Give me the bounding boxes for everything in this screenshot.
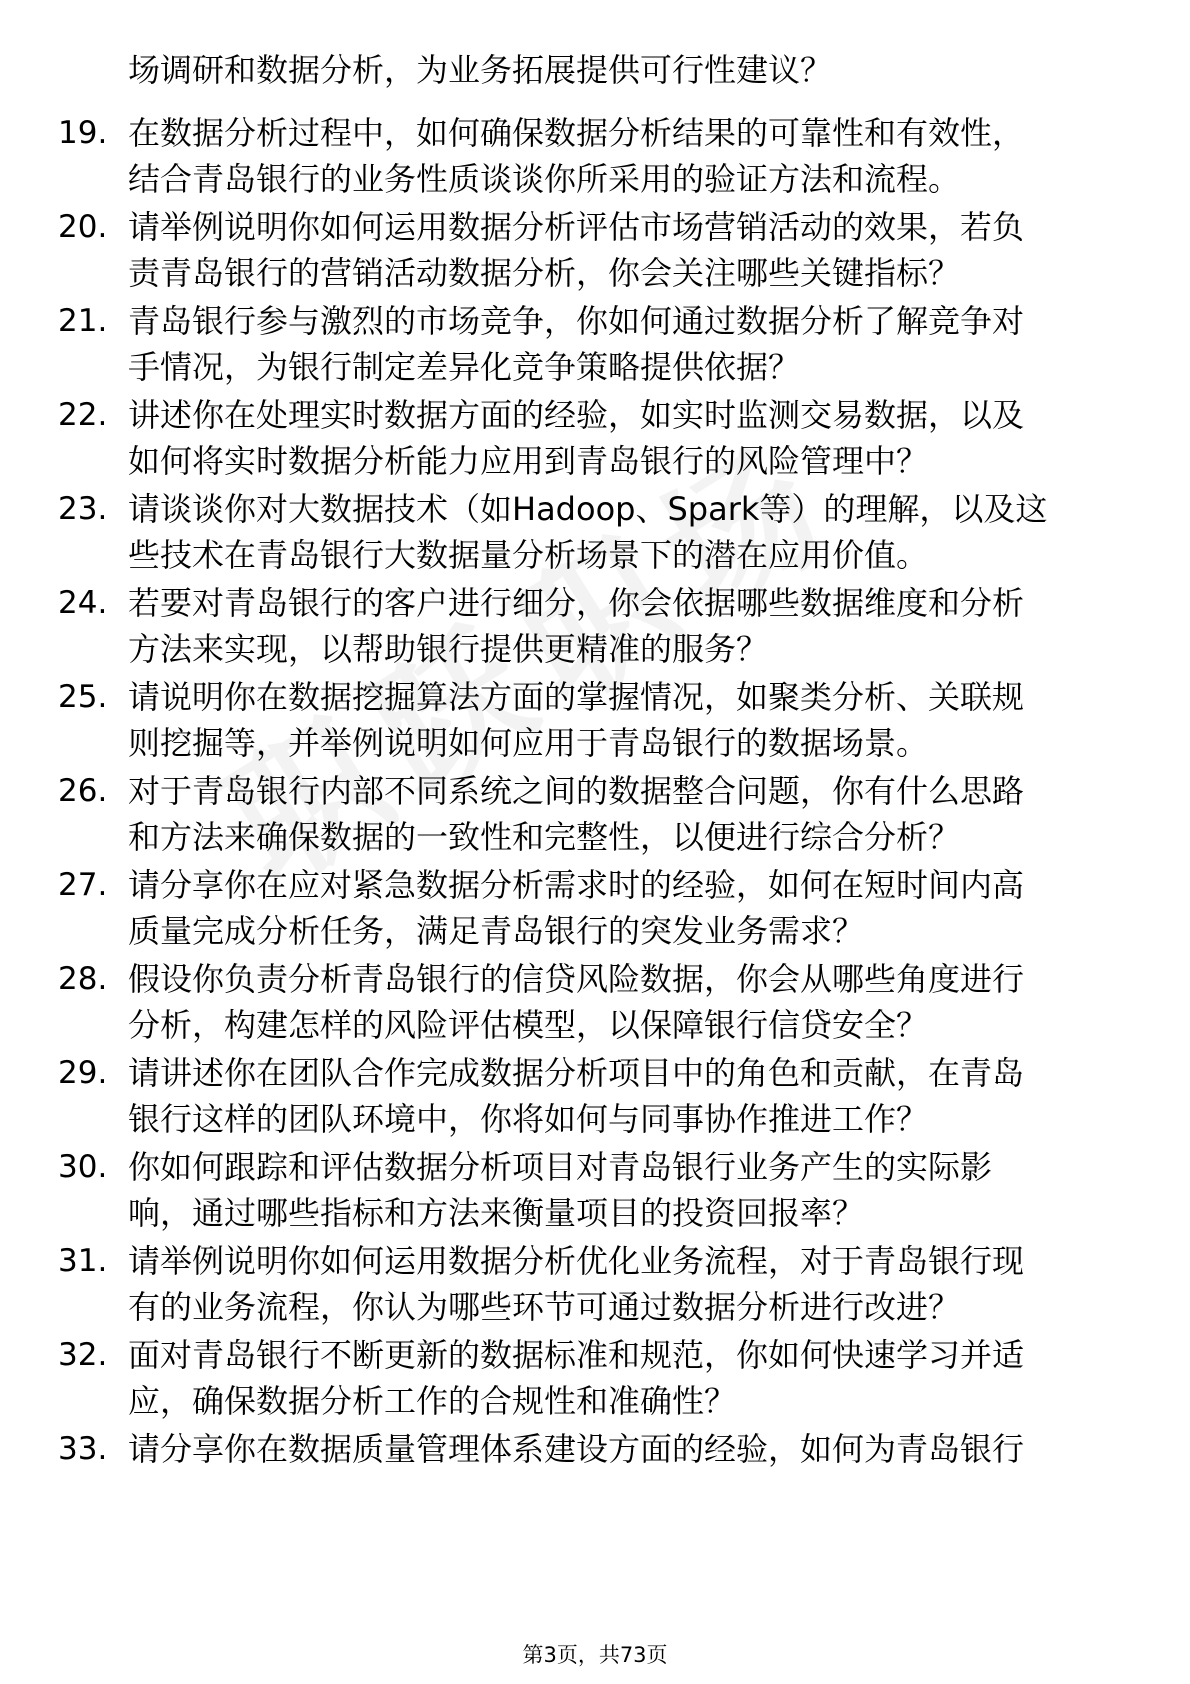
question-number: 21. — [58, 303, 108, 339]
question-line: 质量完成分析任务，满足青岛银行的突发业务需求？ — [128, 912, 865, 950]
question-line: 响，通过哪些指标和方法来衡量项目的投资回报率？ — [128, 1194, 865, 1232]
question-number: 32. — [58, 1337, 108, 1373]
question-number: 19. — [58, 115, 108, 151]
question-line: 些技术在青岛银行大数据量分析场景下的潜在应用价值。 — [128, 536, 929, 574]
question-number: 25. — [58, 679, 108, 715]
question-line: 若要对青岛银行的客户进行细分，你会依据哪些数据维度和分析 — [128, 584, 1025, 622]
question-line: 有的业务流程，你认为哪些环节可通过数据分析进行改进？ — [128, 1288, 961, 1326]
question-line: 请举例说明你如何运用数据分析评估市场营销活动的效果，若负 — [128, 208, 1025, 246]
question-line: 在数据分析过程中，如何确保数据分析结果的可靠性和有效性， — [128, 114, 1025, 152]
question-line: 你如何跟踪和评估数据分析项目对青岛银行业务产生的实际影 — [128, 1148, 993, 1186]
question-line: 请讲述你在团队合作完成数据分析项目中的角色和贡献，在青岛 — [128, 1054, 1025, 1092]
question-line: 结合青岛银行的业务性质谈谈你所采用的验证方法和流程。 — [128, 160, 961, 198]
question-number: 33. — [58, 1431, 108, 1467]
question-line: 方法来实现，以帮助银行提供更精准的服务？ — [128, 630, 769, 668]
question-number: 31. — [58, 1243, 108, 1279]
question-number: 29. — [58, 1055, 108, 1091]
question-line: 面对青岛银行不断更新的数据标准和规范，你如何快速学习并适 — [128, 1336, 1025, 1374]
question-line: 手情况，为银行制定差异化竞争策略提供依据？ — [128, 348, 801, 386]
question-line: 对于青岛银行内部不同系统之间的数据整合问题，你有什么思路 — [128, 772, 1025, 810]
question-line: 应，确保数据分析工作的合规性和准确性？ — [128, 1382, 737, 1420]
question-number: 22. — [58, 397, 108, 433]
question-line: 青岛银行参与激烈的市场竞争，你如何通过数据分析了解竞争对 — [128, 302, 1025, 340]
question-line: 请谈谈你对大数据技术（如Hadoop、Spark等）的理解，以及这 — [128, 490, 1048, 528]
question-line: 责青岛银行的营销活动数据分析，你会关注哪些关键指标？ — [128, 254, 961, 292]
question-number: 28. — [58, 961, 108, 997]
question-number: 24. — [58, 585, 108, 621]
question-line: 请分享你在数据质量管理体系建设方面的经验，如何为青岛银行 — [128, 1430, 1025, 1468]
question-line: 请举例说明你如何运用数据分析优化业务流程，对于青岛银行现 — [128, 1242, 1025, 1280]
question-line: 分析，构建怎样的风险评估模型，以保障银行信贷安全？ — [128, 1006, 929, 1044]
question-line: 假设你负责分析青岛银行的信贷风险数据，你会从哪些角度进行 — [128, 960, 1025, 998]
question-number: 27. — [58, 867, 108, 903]
question-line: 和方法来确保数据的一致性和完整性，以便进行综合分析？ — [128, 818, 961, 856]
question-number: 26. — [58, 773, 108, 809]
question-line: 如何将实时数据分析能力应用到青岛银行的风险管理中？ — [128, 442, 929, 480]
question-number: 23. — [58, 491, 108, 527]
question-line: 请说明你在数据挖掘算法方面的掌握情况，如聚类分析、关联规 — [128, 678, 1025, 716]
question-line: 银行这样的团队环境中，你将如何与同事协作推进工作？ — [128, 1100, 929, 1138]
question-number: 20. — [58, 209, 108, 245]
continuation-text: 场调研和数据分析，为业务拓展提供可行性建议？ — [128, 51, 833, 89]
question-line: 请分享你在应对紧急数据分析需求时的经验，如何在短时间内高 — [128, 866, 1025, 904]
question-line: 则挖掘等，并举例说明如何应用于青岛银行的数据场景。 — [128, 724, 929, 762]
question-number: 30. — [58, 1149, 108, 1185]
page-footer: 第3页，共73页 — [522, 1643, 668, 1667]
question-line: 讲述你在处理实时数据方面的经验，如实时监测交易数据，以及 — [128, 396, 1025, 434]
